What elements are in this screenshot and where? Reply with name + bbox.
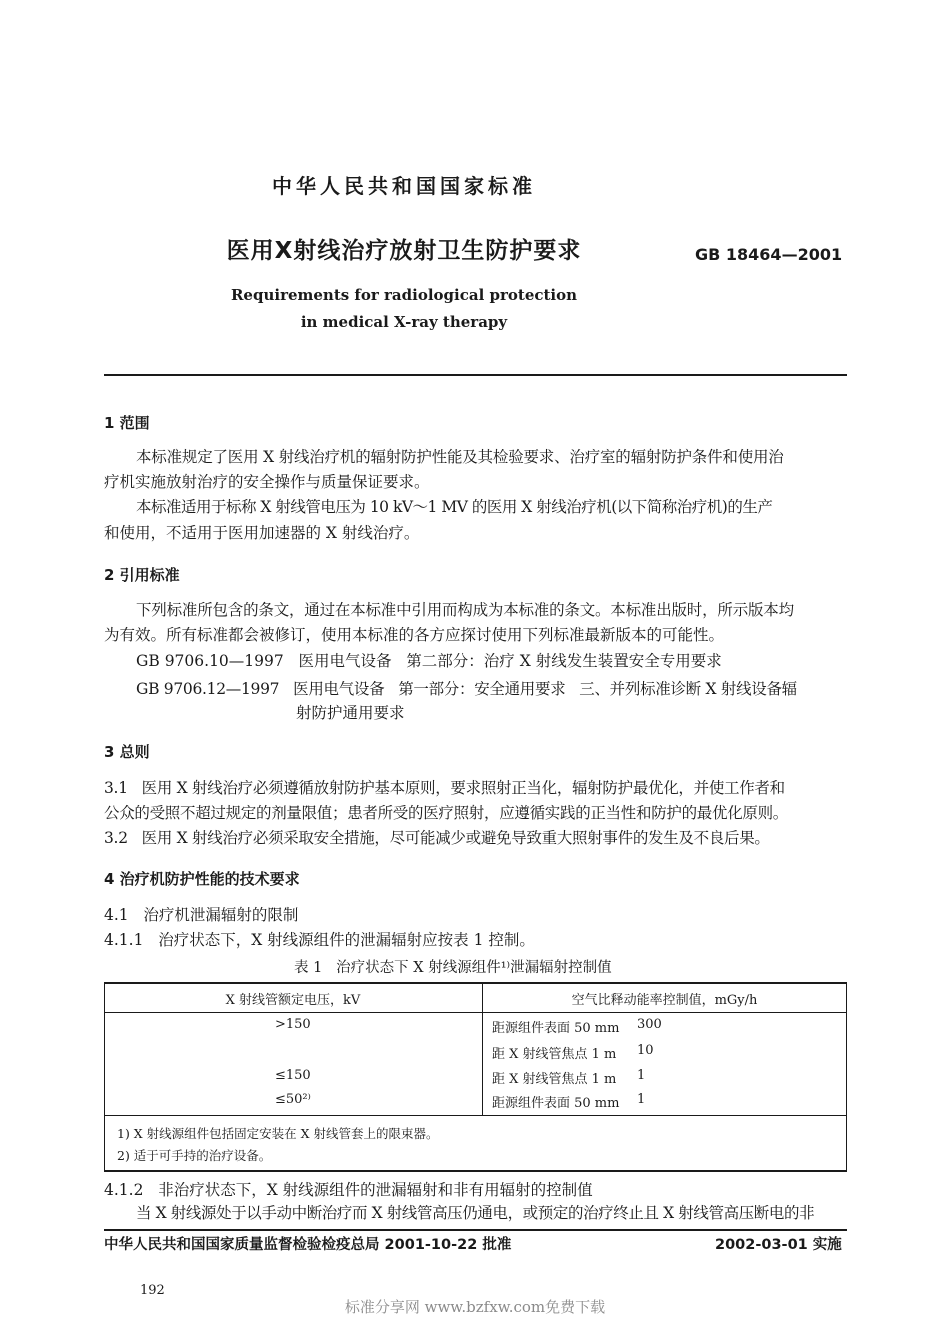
table-notes-rule [104, 1115, 847, 1116]
table-header-kerma-rate: 空气比释动能率控制值，mGy/h [571, 993, 758, 1008]
header-divider [104, 374, 847, 376]
section-2-para-1a: 下列标准所包含的条文，通过在本标准中引用而构成为本标准的条文。本标准出版时，所示版本均 [136, 601, 794, 619]
clause-4-1-2-text: 当 X 射线源处于以手动中断治疗而 X 射线管高压仍通电，或预定的治疗终止且 X 射线管高压断电的非 [136, 1204, 815, 1222]
section-1-para-2a: 本标准适用于标称 X 射线管电压为 10 kV～1 MV 的医用 X 射线治疗机(以下简称治疗机)的生产 [136, 498, 773, 516]
page-number: 192 [140, 1283, 165, 1298]
table-row-3-voltage: ≤150 [275, 1068, 311, 1083]
table-note-1: 1) X 射线源组件包括固定安装在 X 射线管套上的限束器。 [117, 1126, 439, 1141]
reference-gb9706-10: GB 9706.10—1997 医用电气设备 第二部分：治疗 X 射线发生装置安全专用要求 [136, 652, 722, 670]
table-row-4-location: 距源组件表面 50 mm [492, 1096, 620, 1111]
table-header-voltage: X 射线管额定电压，kV [225, 993, 361, 1008]
clause-3-2: 3.2 医用 X 射线治疗必须采取安全措施，尽可能减少或避免导致重大照射事件的发生及不良后果。 [104, 829, 770, 847]
section-1-heading: 1 范围 [104, 414, 150, 432]
section-3-heading: 3 总则 [104, 743, 150, 761]
english-title-line-1: Requirements for radiological protection [230, 286, 578, 304]
table-row-2-value: 10 [637, 1043, 654, 1058]
section-2-heading: 2 引用标准 [104, 566, 180, 584]
table-row-3-value: 1 [637, 1068, 646, 1083]
table-left-border [104, 982, 105, 1171]
clause-3-1b: 公众的受照不超过规定的剂量限值；患者所受的医疗照射，应遵循实践的正当性和防护的最优化原则。 [104, 804, 789, 822]
table-caption: 表 1 治疗状态下 X 射线源组件¹⁾泄漏辐射控制值 [294, 960, 612, 976]
clause-3-1a: 3.1 医用 X 射线治疗必须遵循放射防护基本原则，要求照射正当化，辐射防护最优化，并使工作者和 [104, 779, 785, 797]
document-title: 医用X射线治疗放射卫生防护要求 [226, 238, 582, 264]
table-header-rule [104, 1012, 847, 1013]
table-row-1-value: 300 [637, 1017, 662, 1032]
effective-date: 2002-03-01 实施 [715, 1237, 842, 1253]
watermark-text: 标准分享网 www.bzfxw.com免费下载 [344, 1298, 606, 1316]
english-title-line-2: in medical X-ray therapy [300, 313, 508, 331]
issuer-approval: 中华人民共和国国家质量监督检验检疫总局 2001-10-22 批准 [104, 1237, 512, 1253]
clause-4-1: 4.1 治疗机泄漏辐射的限制 [104, 906, 299, 924]
standard-number: GB 18464—2001 [695, 245, 843, 264]
clause-4-1-1: 4.1.1 治疗状态下，X 射线源组件的泄漏辐射应按表 1 控制。 [104, 931, 535, 949]
table-row-4-voltage: ≤50²⁾ [275, 1092, 311, 1107]
reference-gb9706-12: GB 9706.12—1997 医用电气设备 第一部分：安全通用要求 三、并列标准诊断 X 射线设备辐 [136, 680, 797, 698]
reference-gb9706-12-cont: 射防护通用要求 [296, 704, 405, 722]
clause-4-1-2: 4.1.2 非治疗状态下，X 射线源组件的泄漏辐射和非有用辐射的控制值 [104, 1181, 593, 1199]
table-row-1-voltage: >150 [275, 1017, 311, 1032]
footer-divider [104, 1229, 847, 1231]
section-2-para-1b: 为有效。所有标准都会被修订，使用本标准的各方应探讨使用下列标准最新版本的可能性。 [104, 626, 725, 644]
table-row-4-value: 1 [637, 1092, 646, 1107]
table-right-border [846, 982, 847, 1171]
table-note-2: 2) 适于可手持的治疗设备。 [117, 1148, 272, 1163]
table-row-1-location: 距源组件表面 50 mm [492, 1021, 620, 1036]
section-1-para-1a: 本标准规定了医用 X 射线治疗机的辐射防护性能及其检验要求、治疗室的辐射防护条件和使用治 [136, 448, 784, 466]
table-top-border [104, 982, 847, 984]
section-1-para-2b: 和使用，不适用于医用加速器的 X 射线治疗。 [104, 524, 420, 542]
national-standard-title: 中华人民共和国国家标准 [272, 174, 536, 198]
table-bottom-border [104, 1170, 847, 1172]
section-4-heading: 4 治疗机防护性能的技术要求 [104, 870, 300, 888]
section-1-para-1b: 疗机实施放射治疗的安全操作与质量保证要求。 [104, 473, 430, 491]
table-row-3-location: 距 X 射线管焦点 1 m [492, 1072, 617, 1087]
table-row-2-location: 距 X 射线管焦点 1 m [492, 1047, 617, 1062]
